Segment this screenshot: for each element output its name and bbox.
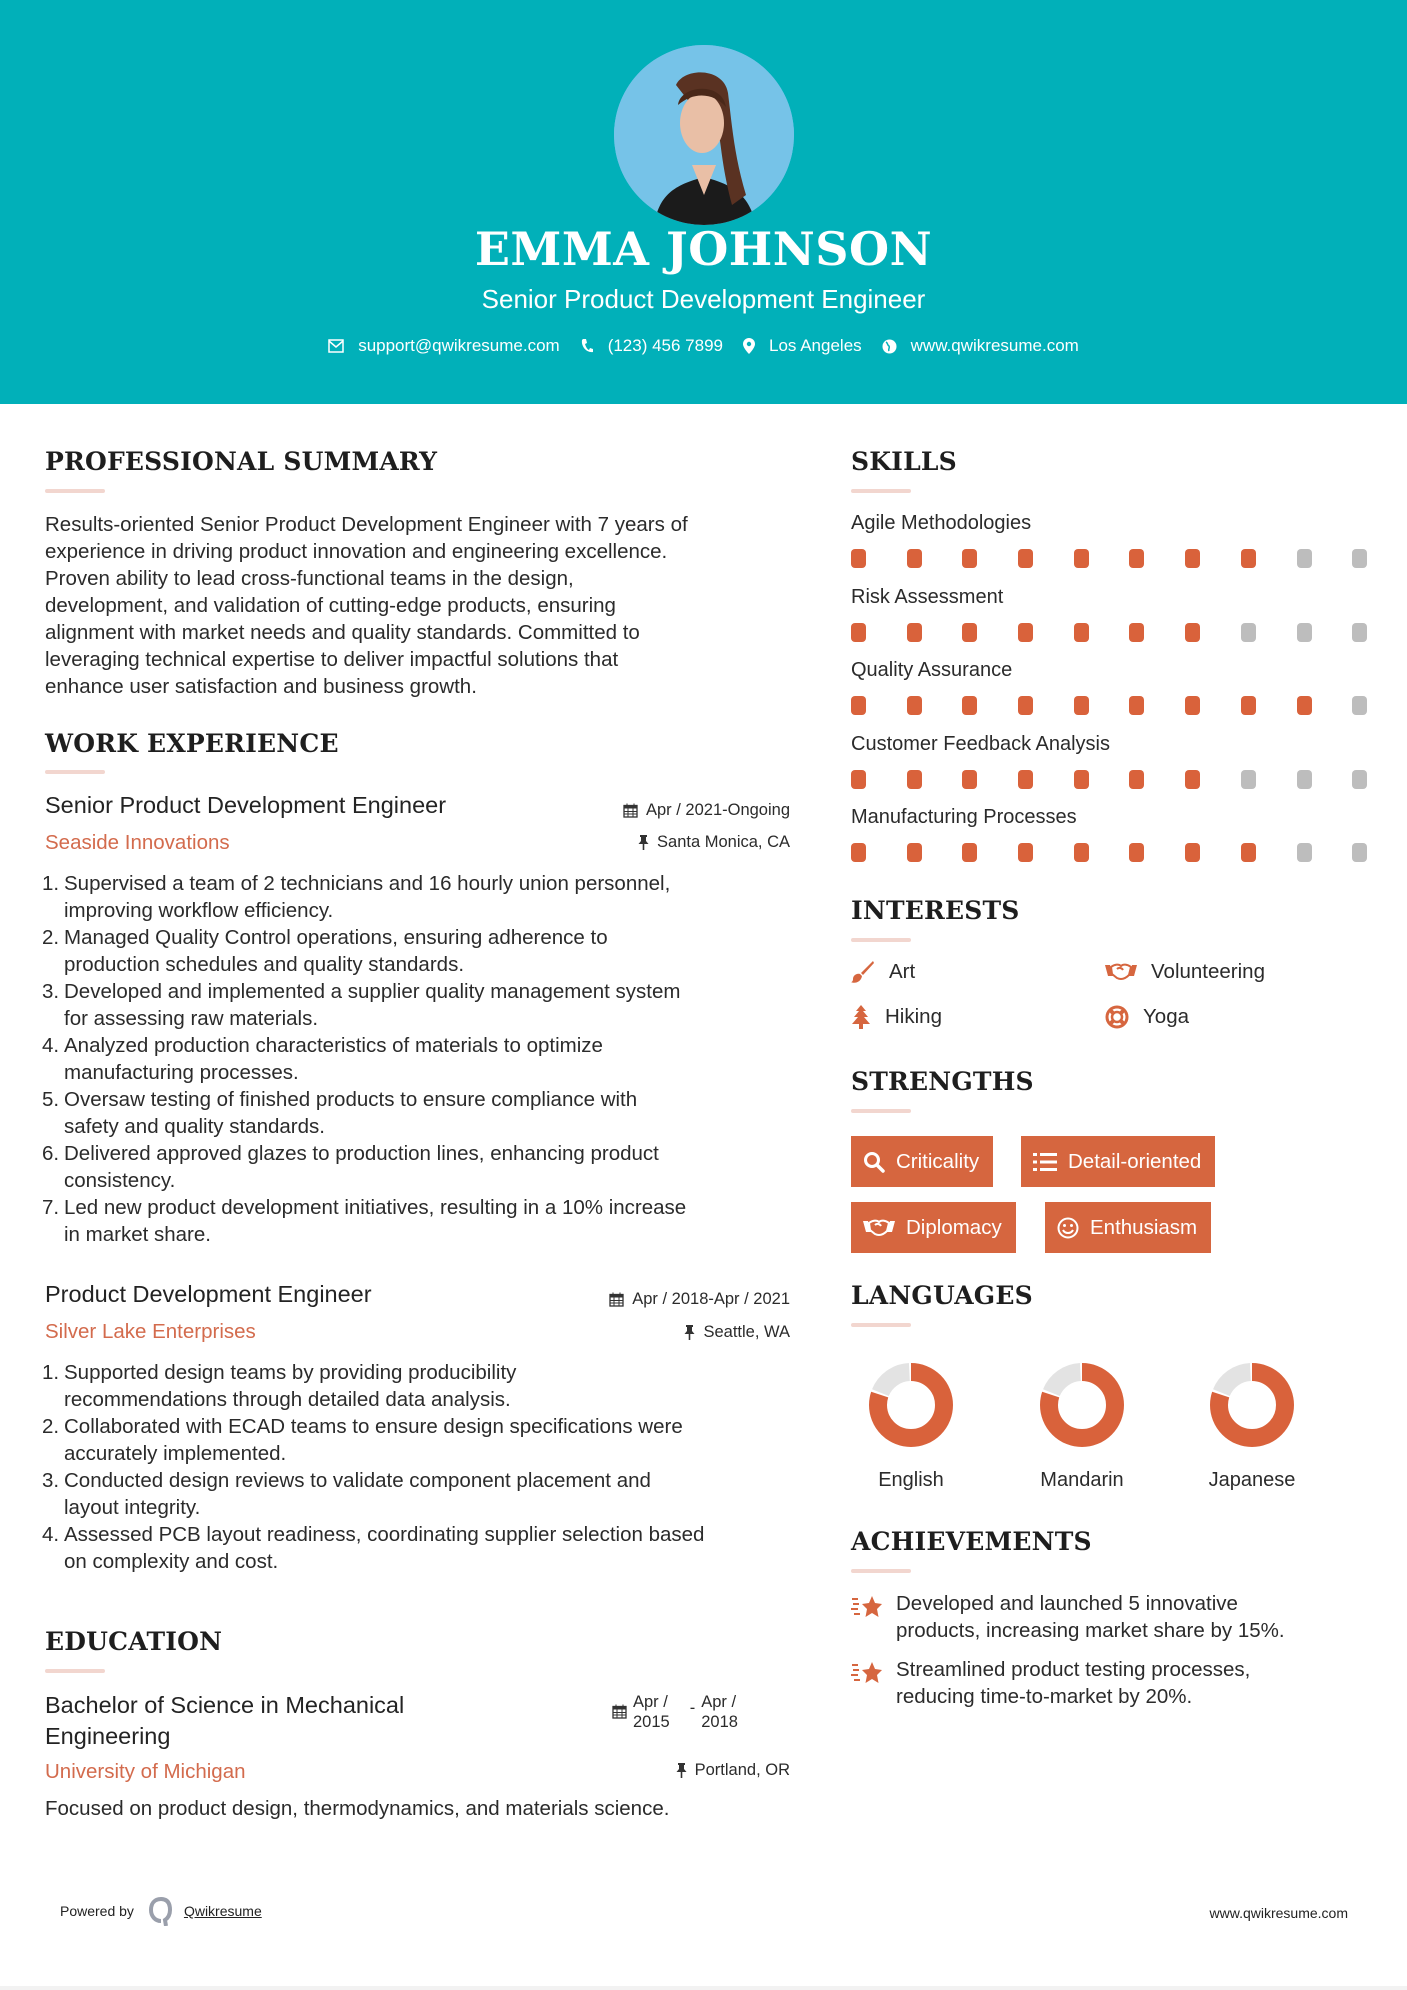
skill-name: Agile Methodologies [851, 512, 1032, 534]
calendar-icon [609, 1292, 624, 1307]
strength-tag-diplomacy [851, 1202, 1016, 1253]
strength-label: Criticality [896, 1149, 980, 1173]
rating-dot-filled [851, 770, 866, 789]
interest-hiking [851, 1005, 942, 1029]
skill-rating [851, 770, 1407, 789]
resume-header [0, 0, 1407, 404]
summary-line: Results-oriented Senior Product Development Engineer with 7 years of [45, 513, 688, 536]
rating-dot-filled [851, 696, 866, 715]
search-icon [863, 1151, 885, 1173]
rating-dot-filled [1241, 696, 1256, 715]
strength-tag-criticality [851, 1136, 993, 1187]
contact-email[interactable] [328, 336, 560, 356]
skill-name: Quality Assurance [851, 659, 1013, 681]
summary-line: alignment with market needs and quality standards. Committed to [45, 621, 640, 644]
strength-label: Diplomacy [906, 1215, 1002, 1239]
rating-dot-filled [1185, 549, 1200, 568]
skill-rating [851, 549, 1407, 568]
bullet-number: 3. [42, 1469, 60, 1492]
experience-divider [45, 770, 105, 774]
rating-dot-filled [851, 843, 866, 862]
footer-powered-by [60, 1896, 262, 1926]
start-date: Apr / 2015 [633, 1693, 670, 1731]
language-name: Mandarin [1040, 1469, 1124, 1491]
qwikresume-link[interactable]: Qwikresume [183, 1903, 262, 1919]
bullet-number: 6. [42, 1142, 60, 1165]
rating-dot-empty [1241, 623, 1256, 642]
rating-dot-filled [1185, 843, 1200, 862]
rating-dot-filled [962, 696, 977, 715]
skill-name: Manufacturing Processes [851, 806, 1077, 828]
summary-divider [45, 489, 105, 493]
interest-yoga [1105, 1005, 1189, 1029]
rating-dot-filled [1297, 696, 1312, 715]
language-donut-icon [1192, 1361, 1312, 1449]
job-bullets [42, 1359, 815, 1575]
bullet-number: 2. [42, 926, 60, 949]
rating-dot-filled [962, 843, 977, 862]
strength-tag-detail-oriented [1021, 1136, 1215, 1187]
skill-name: Risk Assessment [851, 585, 1004, 608]
rating-dot-filled [1241, 843, 1256, 862]
lifering-icon [1105, 1005, 1129, 1029]
bullet-line: improving workflow efficiency. [64, 899, 334, 922]
strength-label: Detail-oriented [1068, 1149, 1202, 1173]
education-divider [45, 1669, 105, 1673]
end-date: Apr / 2018 [701, 1693, 738, 1731]
bullet-line: in market share. [64, 1223, 211, 1246]
achievement-text: Streamlined product testing processes, reducing time-to-market by 20%. [896, 1658, 1251, 1708]
bullet-number: 2. [42, 1415, 60, 1438]
rating-dot-filled [1018, 623, 1033, 642]
language-donut-icon [851, 1361, 971, 1449]
phone-text: (123) 456 7899 [607, 336, 724, 355]
education-heading: EDUCATION [45, 1627, 223, 1656]
bullet-line: Supported design teams by providing producibility [64, 1361, 517, 1384]
powered-by-label: Powered by [60, 1903, 134, 1919]
job-location [638, 833, 790, 852]
bullet-item [42, 1467, 815, 1521]
bullet-line: Managed Quality Control operations, ensuring adherence to [64, 926, 608, 949]
interest-volunteering [1105, 960, 1265, 984]
rating-dot-filled [1074, 623, 1089, 642]
company-name: Seaside Innovations [45, 831, 230, 854]
rating-dot-empty [1352, 770, 1367, 789]
bullet-number: 1. [42, 872, 60, 895]
contact-phone[interactable] [580, 336, 723, 356]
summary-heading: PROFESSIONAL SUMMARY [45, 447, 438, 476]
skill-rating [851, 696, 1407, 715]
summary-line: enhance user satisfaction and business growth. [45, 675, 477, 698]
bullet-line: recommendations through detailed data analysis. [64, 1388, 511, 1411]
interest-label: Yoga [1143, 1005, 1189, 1028]
summary-line: leveraging technical expertise to deliver impactful solutions that [45, 648, 619, 671]
bullet-line: Led new product development initiatives, resulting in a 10% increase [64, 1196, 687, 1219]
summary-line: experience in driving product innovation and engineering excellence. [45, 540, 668, 563]
rating-dot-filled [1185, 696, 1200, 715]
achievement-text: Developed and launched 5 innovative products, increasing market share by 15%. [896, 1592, 1285, 1642]
candidate-title: Senior Product Development Engineer [481, 284, 926, 314]
education-dates [612, 1692, 738, 1732]
rating-dot-filled [1018, 843, 1033, 862]
bullet-number: 1. [42, 1361, 60, 1384]
bullet-item [42, 870, 815, 924]
bullet-line: safety and quality standards. [64, 1115, 325, 1138]
bullet-line: Collaborated with ECAD teams to ensure design specifications were [64, 1415, 683, 1438]
bullet-line: Analyzed production characteristics of materials to optimize [64, 1034, 603, 1057]
email-text: support@qwikresume.com [358, 336, 560, 355]
bullet-item [42, 1086, 815, 1140]
shooting-star-icon [851, 1660, 884, 1686]
language-name: English [878, 1469, 944, 1491]
portrait-icon [614, 45, 794, 225]
job-dates-text: Apr / 2018-Apr / 2021 [632, 1290, 790, 1308]
bullet-line: consistency. [64, 1169, 176, 1192]
rating-dot-filled [1074, 843, 1089, 862]
rating-dot-filled [962, 549, 977, 568]
interest-label: Art [889, 960, 916, 983]
bullet-item [42, 1521, 815, 1575]
rating-dot-filled [1018, 549, 1033, 568]
bullet-number: 4. [42, 1034, 60, 1057]
languages-heading: LANGUAGES [851, 1281, 1033, 1310]
bullet-item [42, 1359, 815, 1413]
bullet-number: 3. [42, 980, 60, 1003]
interest-label: Hiking [885, 1005, 942, 1028]
bullet-number: 5. [42, 1088, 60, 1111]
rating-dot-empty [1352, 843, 1367, 862]
job-title: Senior Product Development Engineer [45, 792, 447, 818]
calendar-icon [612, 1704, 627, 1719]
bullet-item [42, 924, 815, 978]
rating-dot-empty [1297, 843, 1312, 862]
education-description: Focused on product design, thermodynamics, and materials science. [45, 1797, 670, 1820]
degree-line: Engineering [45, 1723, 171, 1749]
calendar-icon [623, 803, 638, 818]
rating-dot-filled [851, 549, 866, 568]
job-dates [609, 1290, 790, 1309]
strengths-heading: STRENGTHS [851, 1067, 1034, 1096]
tree-icon [851, 1005, 871, 1029]
rating-dot-filled [962, 770, 977, 789]
rating-dot-empty [1352, 696, 1367, 715]
job-dates-text: Apr / 2021-Ongoing [645, 801, 790, 819]
skill-rating [851, 843, 1407, 862]
rating-dot-filled [1129, 770, 1144, 789]
date-separator: - [689, 1699, 696, 1717]
bullet-line: accurately implemented. [64, 1442, 287, 1465]
bullet-line: manufacturing processes. [64, 1061, 299, 1084]
rating-dot-filled [1129, 843, 1144, 862]
bullet-item [42, 1140, 815, 1194]
degree-line: Bachelor of Science in Mechanical [45, 1692, 405, 1718]
bullet-item [42, 1032, 815, 1086]
summary-line: development, and validation of cutting-edge products, ensuring [45, 594, 616, 617]
bullet-line: on complexity and cost. [64, 1550, 279, 1573]
job-location [684, 1323, 790, 1342]
bullet-line: for assessing raw materials. [64, 1007, 319, 1030]
rating-dot-filled [907, 623, 922, 642]
rating-dot-empty [1297, 623, 1312, 642]
rating-dot-empty [1241, 770, 1256, 789]
interest-label: Volunteering [1151, 960, 1265, 983]
rating-dot-filled [1241, 549, 1256, 568]
list-icon [1033, 1152, 1057, 1172]
achievements-divider [851, 1569, 911, 1573]
phone-icon [580, 338, 594, 354]
contact-location [743, 336, 862, 356]
job-title: Product Development Engineer [45, 1281, 372, 1307]
bullet-line: production schedules and quality standards. [64, 953, 465, 976]
rating-dot-empty [1297, 549, 1312, 568]
website-text: www.qwikresume.com [910, 336, 1079, 355]
job-dates [623, 801, 790, 820]
paintbrush-icon [851, 960, 875, 984]
education-location [676, 1761, 790, 1780]
rating-dot-filled [1074, 770, 1089, 789]
location-text: Los Angeles [769, 336, 862, 355]
achievement-item [851, 1656, 1351, 1710]
interests-heading: INTERESTS [851, 896, 1020, 925]
pushpin-icon [676, 1763, 687, 1778]
contact-website[interactable] [882, 336, 1079, 356]
languages-divider [851, 1323, 911, 1327]
job-location-text: Santa Monica, CA [657, 833, 790, 851]
summary-text [45, 511, 805, 700]
rating-dot-filled [1129, 623, 1144, 642]
language-donut-icon [1022, 1361, 1142, 1449]
bullet-line: Delivered approved glazes to production lines, enhancing product [64, 1142, 659, 1165]
skills-heading: SKILLS [851, 447, 957, 476]
skills-divider [851, 489, 911, 493]
job-bullets [42, 870, 815, 1248]
rating-dot-filled [1074, 549, 1089, 568]
achievements-heading: ACHIEVEMENTS [851, 1527, 1092, 1556]
language-item [1022, 1361, 1142, 1492]
degree-title [45, 1690, 404, 1752]
job-location-text: Seattle, WA [703, 1323, 790, 1341]
skill-rating [851, 623, 1407, 642]
bullet-number: 7. [42, 1196, 60, 1219]
rating-dot-filled [1018, 696, 1033, 715]
globe-icon [882, 339, 897, 354]
language-item [1192, 1361, 1312, 1492]
rating-dot-empty [1352, 623, 1367, 642]
bullet-line: Assessed PCB layout readiness, coordinating supplier selection based [64, 1523, 705, 1546]
rating-dot-filled [907, 770, 922, 789]
strength-label: Enthusiasm [1090, 1215, 1198, 1239]
interest-art [851, 960, 915, 984]
rating-dot-empty [1297, 770, 1312, 789]
rating-dot-filled [907, 843, 922, 862]
rating-dot-filled [1129, 696, 1144, 715]
bullet-line: Supervised a team of 2 technicians and 16 hourly union personnel, [64, 872, 671, 895]
profile-photo [614, 45, 794, 225]
experience-heading: WORK EXPERIENCE [45, 729, 339, 758]
bullet-item [42, 978, 815, 1032]
interests-divider [851, 938, 911, 942]
language-name: Japanese [1208, 1469, 1296, 1491]
rating-dot-filled [962, 623, 977, 642]
rating-dot-filled [907, 549, 922, 568]
pushpin-icon [638, 835, 649, 850]
company-name: Silver Lake Enterprises [45, 1320, 256, 1343]
bullet-item [42, 1194, 815, 1248]
qwikresume-logo-icon [148, 1896, 174, 1926]
bullet-line: Oversaw testing of finished products to ensure compliance with [64, 1088, 638, 1111]
language-item [851, 1361, 971, 1492]
bullet-number: 4. [42, 1523, 60, 1546]
rating-dot-empty [1352, 549, 1367, 568]
rating-dot-filled [1129, 549, 1144, 568]
envelope-icon [328, 339, 344, 353]
strength-tag-enthusiasm [1045, 1202, 1211, 1253]
strengths-divider [851, 1109, 911, 1113]
education-location-text: Portland, OR [694, 1761, 790, 1779]
map-pin-icon [743, 338, 755, 354]
rating-dot-filled [1185, 770, 1200, 789]
bullet-item [42, 1413, 815, 1467]
bullet-line: Developed and implemented a supplier quality management system [64, 980, 681, 1003]
skill-name: Customer Feedback Analysis [851, 732, 1111, 755]
rating-dot-filled [1074, 696, 1089, 715]
rating-dot-filled [851, 623, 866, 642]
rating-dot-filled [907, 696, 922, 715]
handshake-icon [863, 1217, 895, 1239]
rating-dot-filled [1018, 770, 1033, 789]
summary-line: Proven ability to lead cross-functional teams in the design, [45, 567, 574, 590]
bullet-line: layout integrity. [64, 1496, 201, 1519]
handshake-icon [1105, 961, 1137, 983]
pushpin-icon [684, 1325, 695, 1340]
school-name: University of Michigan [45, 1760, 246, 1783]
rating-dot-filled [1185, 623, 1200, 642]
smiley-icon [1057, 1217, 1079, 1239]
candidate-name: EMMA JOHNSON [474, 222, 933, 276]
bullet-line: Conducted design reviews to validate component placement and [64, 1469, 651, 1492]
footer-website[interactable]: www.qwikresume.com [1209, 1905, 1348, 1921]
page-bottom-edge [0, 1986, 1407, 1990]
achievement-item [851, 1590, 1351, 1644]
shooting-star-icon [851, 1594, 884, 1620]
contact-row [0, 336, 1407, 356]
